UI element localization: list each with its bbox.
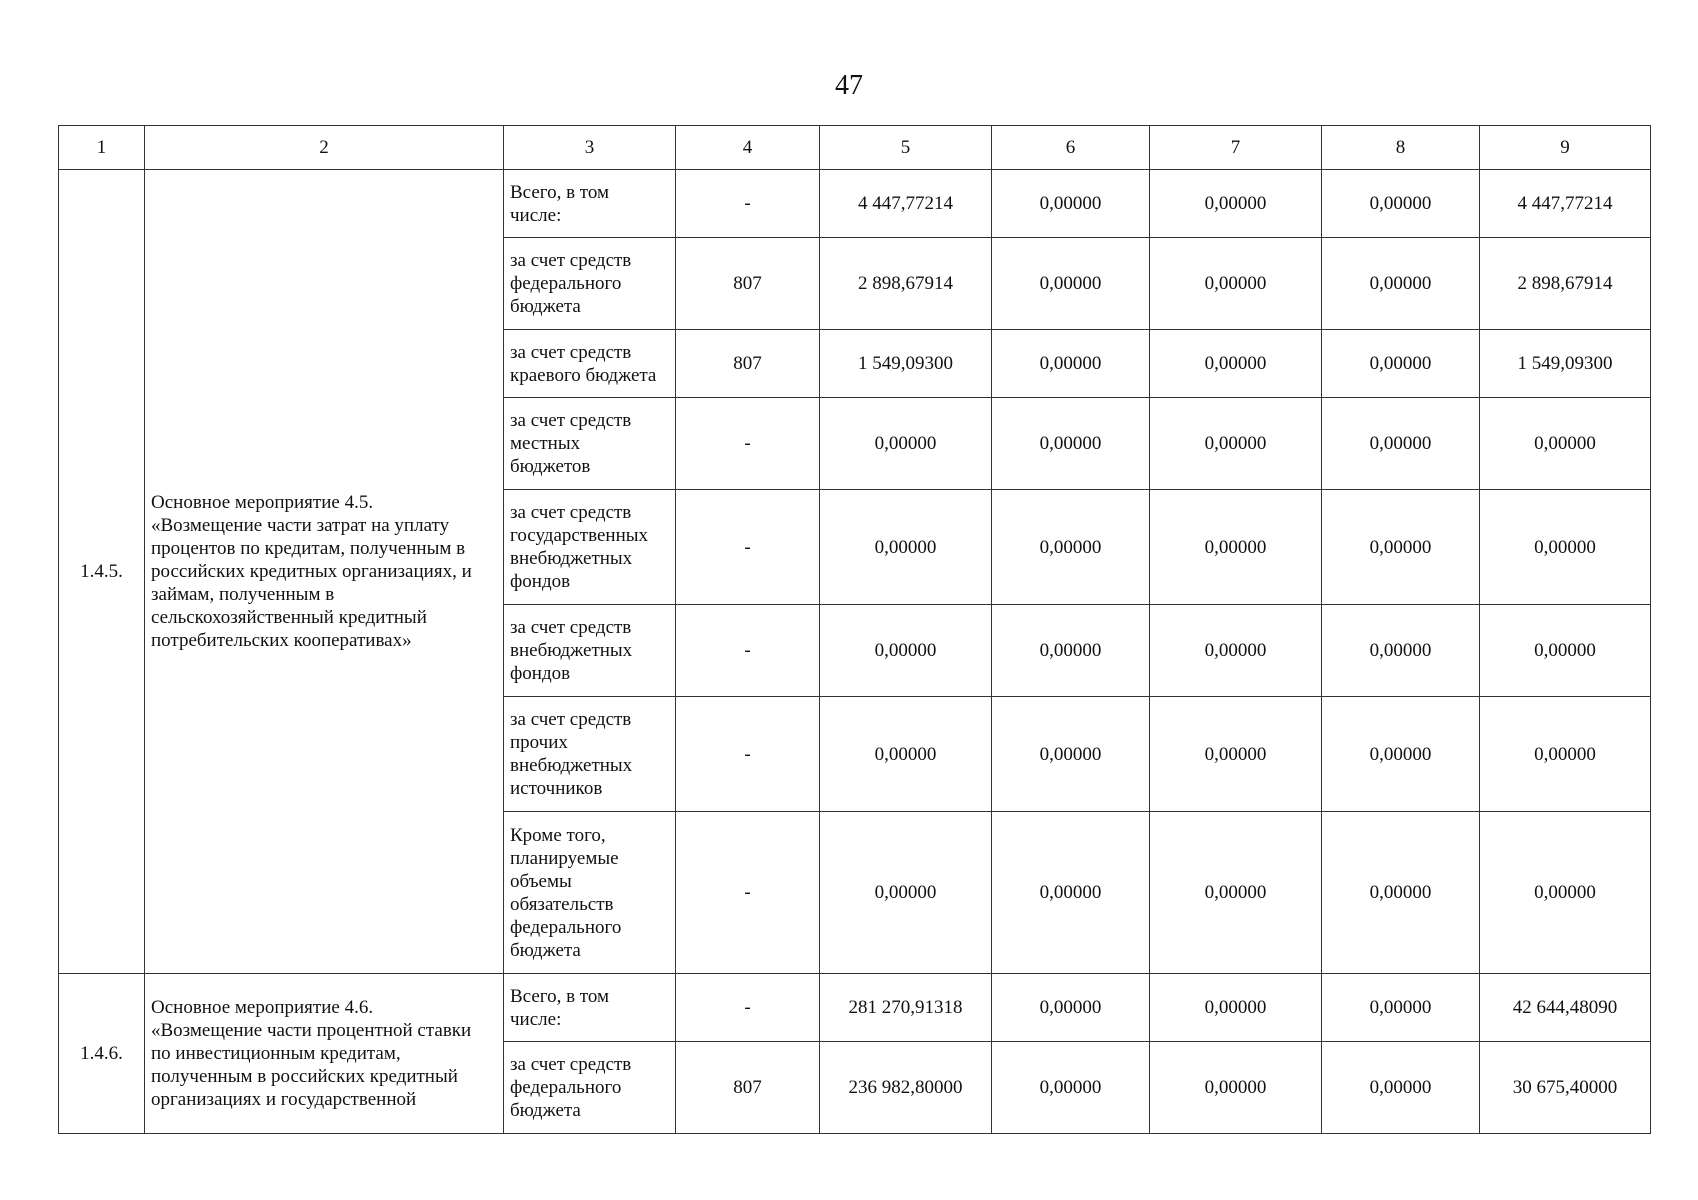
amount-col-6: 0,00000 [992,1042,1150,1134]
item-code: 1.4.5. [59,170,145,974]
amount-col-8: 0,00000 [1322,974,1480,1042]
text-line: бюджета [510,1100,581,1121]
amount-col-7: 0,00000 [1150,812,1322,974]
text-line: федерального [510,916,622,938]
amount-col-9: 30 675,40000 [1480,1042,1651,1134]
text-line: внебюджетных [510,548,633,569]
amount-col-7: 0,00000 [1150,697,1322,812]
amount-col-7: 0,00000 [1150,605,1322,697]
amount-col-7: 0,00000 [1150,974,1322,1042]
amount-col-7: 0,00000 [1150,490,1322,605]
amount-col-9: 0,00000 [1480,398,1651,490]
amount-col-5: 0,00000 [820,398,992,490]
grbs-code: - [676,974,820,1042]
text-line: источников [510,778,603,799]
text-line: процентов по кредитам, полученным в [151,538,466,559]
grbs-code: 807 [676,238,820,330]
amount-col-5: 2 898,67914 [820,238,992,330]
item-title [145,170,504,974]
amount-col-9: 4 447,77214 [1480,170,1651,238]
budget-table [58,125,1651,1134]
text-line: Кроме того, [510,824,606,846]
text-line: бюджета [510,296,581,317]
amount-col-8: 0,00000 [1322,398,1480,490]
text-line: потребительских кооперативах» [151,630,412,651]
amount-col-6: 0,00000 [992,238,1150,330]
header-cell: 5 [820,126,992,170]
amount-col-7: 0,00000 [1150,238,1322,330]
amount-col-6: 0,00000 [992,170,1150,238]
amount-col-6: 0,00000 [992,697,1150,812]
item-title [145,974,504,1134]
text-line: планируемые [510,847,619,869]
amount-col-8: 0,00000 [1322,330,1480,398]
text-line: за счет средств [510,1054,632,1075]
text-line: Основное мероприятие 4.6. [151,997,374,1018]
text-line: числе: [510,1008,562,1030]
text-line: обязательств [510,893,614,915]
funding-source [504,812,676,974]
amount-col-5: 0,00000 [820,697,992,812]
header-cell: 2 [145,126,504,170]
header-cell: 8 [1322,126,1480,170]
text-line: бюджетов [510,456,591,477]
header-cell: 7 [1150,126,1322,170]
grbs-code: - [676,697,820,812]
amount-col-6: 0,00000 [992,974,1150,1042]
amount-col-8: 0,00000 [1322,490,1480,605]
text-line: федерального [510,1077,622,1098]
header-cell: 1 [59,126,145,170]
grbs-code: - [676,812,820,974]
amount-col-5: 0,00000 [820,605,992,697]
amount-col-6: 0,00000 [992,812,1150,974]
text-line: государственных [510,525,649,546]
funding-source [504,697,676,812]
text-line: за счет средств [510,502,632,523]
text-line: российских кредитных организациях, и [151,561,472,582]
amount-col-9: 0,00000 [1480,605,1651,697]
amount-col-6: 0,00000 [992,398,1150,490]
text-line: полученным в российских кредитный [151,1066,458,1087]
header-cell: 9 [1480,126,1651,170]
grbs-code: - [676,398,820,490]
amount-col-7: 0,00000 [1150,330,1322,398]
grbs-code: 807 [676,1042,820,1134]
text-line: по инвестиционным кредитам, [151,1043,401,1064]
text-line: бюджета [510,939,581,961]
amount-col-5: 0,00000 [820,490,992,605]
text-line: за счет средств [510,250,632,271]
amount-col-8: 0,00000 [1322,238,1480,330]
text-line: «Возмещение части процентной ставки [151,1020,472,1041]
page-number: 47 [835,70,863,101]
amount-col-6: 0,00000 [992,330,1150,398]
text-line: прочих [510,732,568,753]
text-line: «Возмещение части затрат на уплату [151,515,450,536]
funding-source [504,238,676,330]
text-line: числе: [510,204,562,226]
grbs-code: - [676,170,820,238]
text-line: внебюджетных [510,640,633,661]
text-line: краевого бюджета [510,364,657,386]
text-line: за счет средств [510,341,632,363]
header-cell: 6 [992,126,1150,170]
header-cell: 3 [504,126,676,170]
text-line: займам, полученным в [151,584,335,605]
amount-col-9: 1 549,09300 [1480,330,1651,398]
header-row [59,126,1651,170]
amount-col-7: 0,00000 [1150,170,1322,238]
table-row [59,974,1651,1042]
amount-col-9: 2 898,67914 [1480,238,1651,330]
text-line: сельскохозяйственный кредитный [151,607,427,628]
grbs-code: 807 [676,330,820,398]
amount-col-9: 0,00000 [1480,490,1651,605]
grbs-code: - [676,490,820,605]
amount-col-5: 0,00000 [820,812,992,974]
text-line: Всего, в том [510,985,610,1007]
header-cell: 4 [676,126,820,170]
text-line: Всего, в том [510,181,610,203]
amount-col-8: 0,00000 [1322,812,1480,974]
text-line: фондов [510,663,571,684]
amount-col-5: 1 549,09300 [820,330,992,398]
amount-col-8: 0,00000 [1322,697,1480,812]
amount-col-5: 236 982,80000 [820,1042,992,1134]
text-line: фондов [510,571,571,592]
table-row [59,170,1651,238]
amount-col-7: 0,00000 [1150,1042,1322,1134]
amount-col-9: 42 644,48090 [1480,974,1651,1042]
amount-col-9: 0,00000 [1480,697,1651,812]
funding-source [504,974,676,1042]
amount-col-6: 0,00000 [992,490,1150,605]
text-line: организациях и государственной [151,1089,417,1110]
amount-col-6: 0,00000 [992,605,1150,697]
amount-col-9: 0,00000 [1480,812,1651,974]
funding-source [504,398,676,490]
text-line: за счет средств [510,410,632,431]
text-line: Основное мероприятие 4.5. [151,492,374,513]
text-line: местных [510,433,581,454]
text-line: за счет средств [510,617,632,638]
text-line: федерального [510,273,622,294]
funding-source [504,1042,676,1134]
funding-source [504,490,676,605]
amount-col-8: 0,00000 [1322,170,1480,238]
text-line: объемы [510,870,572,892]
amount-col-8: 0,00000 [1322,1042,1480,1134]
amount-col-8: 0,00000 [1322,605,1480,697]
amount-col-5: 281 270,91318 [820,974,992,1042]
funding-source [504,605,676,697]
item-code: 1.4.6. [59,974,145,1134]
amount-col-5: 4 447,77214 [820,170,992,238]
grbs-code: - [676,605,820,697]
funding-source [504,170,676,238]
amount-col-7: 0,00000 [1150,398,1322,490]
text-line: за счет средств [510,709,632,730]
funding-source [504,330,676,398]
text-line: внебюджетных [510,755,633,776]
